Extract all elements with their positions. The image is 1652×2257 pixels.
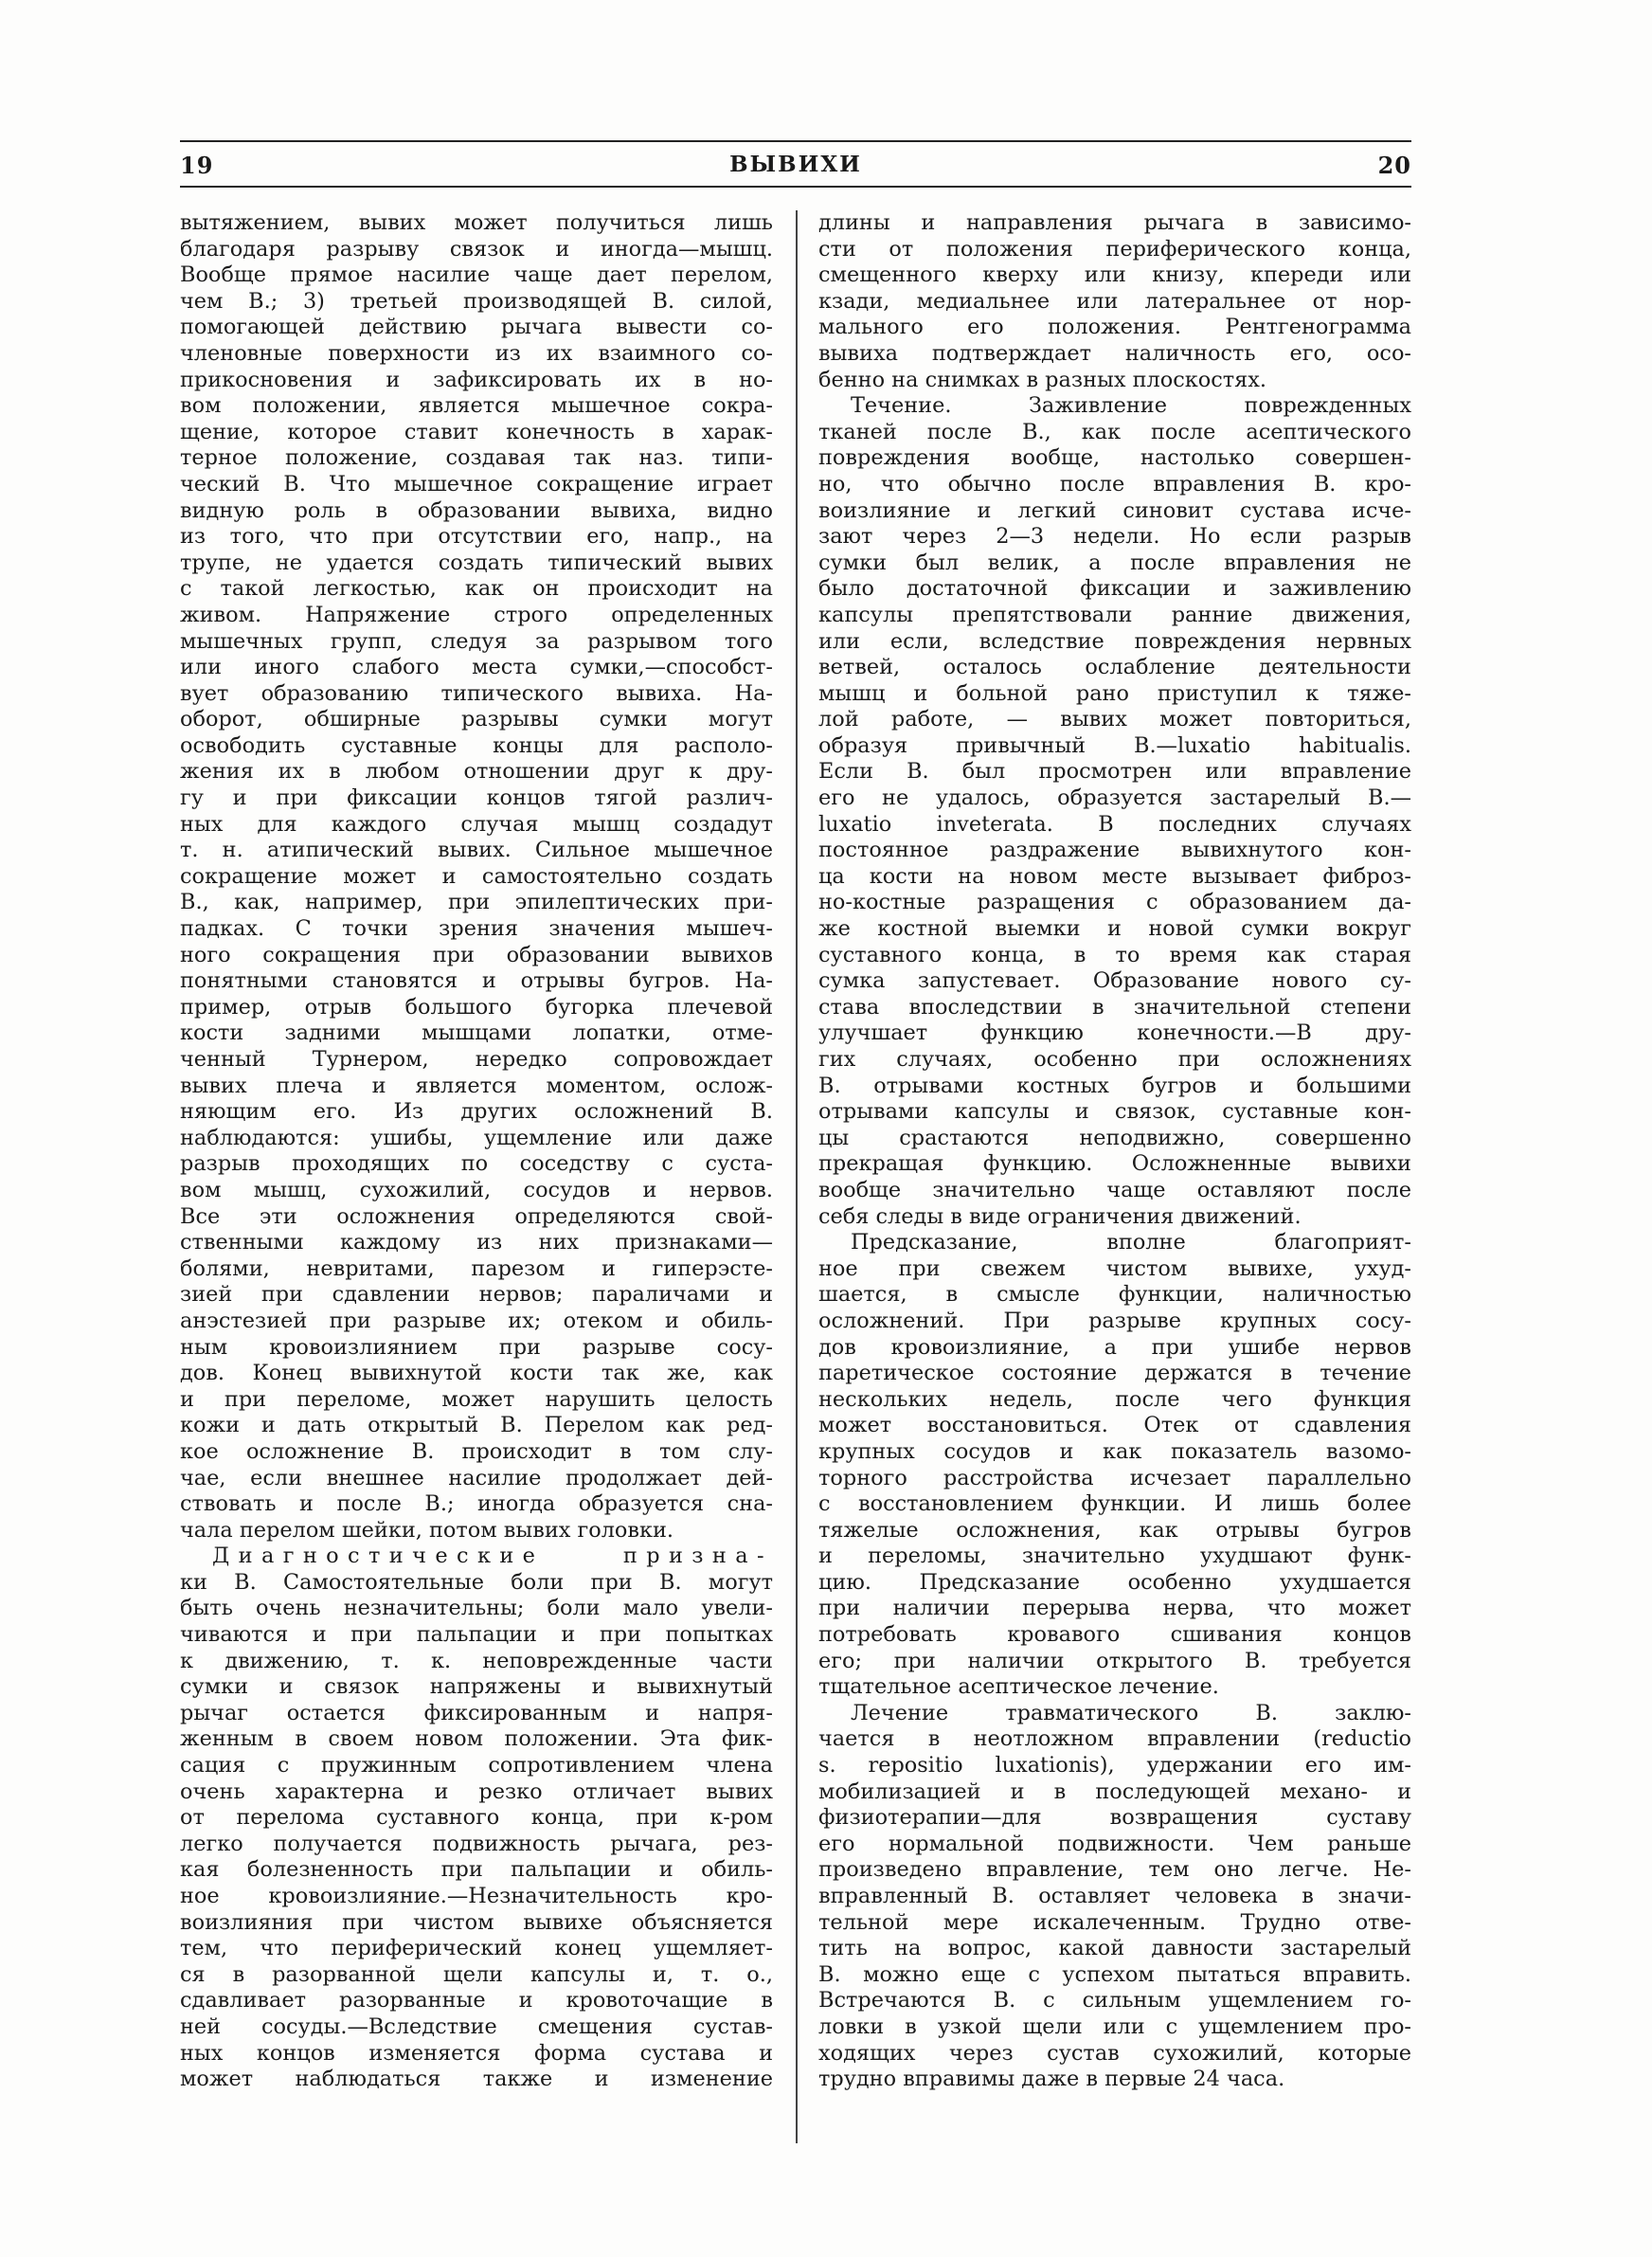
text-line: отрывами капсулы и связок, суставные кон- — [818, 1099, 1411, 1125]
page-number-left: 19 — [180, 152, 214, 179]
text-line: от перелома суставного конца, при к-ром — [180, 1805, 773, 1831]
text-line: и при переломе, может нарушить целость — [180, 1386, 773, 1412]
text-line: тем, что периферический конец ущемляет- — [180, 1936, 773, 1961]
text-line: но-костные разращения с образованием да- — [818, 890, 1411, 915]
text-line: вом положении, является мышечное сокра- — [180, 393, 773, 419]
text-line: воизлияние и легкий синовит сустава исче- — [818, 497, 1411, 523]
text-line: ствовать и после В.; иногда образуется сна- — [180, 1491, 773, 1517]
text-line: улучшает функцию конечности.—В дру- — [818, 1020, 1411, 1046]
text-line: Все эти осложнения определяются свой- — [180, 1203, 773, 1229]
text-line: членовные поверхности из их взаимного со- — [180, 340, 773, 366]
text-line: сдавливает разорванные и кровоточащие в — [180, 1988, 773, 2013]
text-line: зией при сдавлении нервов; параличами и — [180, 1282, 773, 1308]
text-line: кое осложнение В. происходит в том слу- — [180, 1438, 773, 1464]
text-line: вом мышц, сухожилий, сосудов и нервов. — [180, 1177, 773, 1202]
text-line: лой работе, — вывих может повториться, — [818, 707, 1411, 732]
text-line: чиваются и при пальпации и при попытках — [180, 1622, 773, 1648]
text-line: гих случаях, особенно при осложнениях — [818, 1047, 1411, 1072]
text-line: ся в разорванной щели капсулы и, т. о., — [180, 1961, 773, 1987]
text-line: бенно на снимках в разных плоскостях. — [818, 367, 1267, 392]
text-line: же костной выемки и новой сумки вокруг — [818, 916, 1411, 942]
text-line: дов. Конец вывихнутой кости так же, как — [180, 1361, 773, 1386]
text-line: понятными становятся и отрывы бугров. На- — [180, 968, 773, 994]
column-divider — [796, 210, 798, 2143]
text-line: капсулы препятствовали ранние движения, — [818, 602, 1411, 627]
text-line: произведено вправление, тем оно легче. Не- — [818, 1857, 1411, 1883]
text-line: наблюдаются: ушибы, ущемление или даже — [180, 1125, 773, 1150]
text-line: luxatio inveterata. В последних случаях — [818, 811, 1411, 837]
text-line: разрыв проходящих по соседству с суста- — [180, 1151, 773, 1177]
text-line: физиотерапии—для возвращения суставу — [818, 1805, 1411, 1831]
text-line: ным кровоизлиянием при разрыве сосу- — [180, 1334, 773, 1360]
text-line: т. н. атипический вывих. Сильное мышечное — [180, 838, 773, 863]
text-line: может восстановиться. Отек от сдавления — [818, 1413, 1411, 1438]
text-line: тить на вопрос, какой давности застарелый — [818, 1936, 1411, 1961]
text-line: s. repositio luxationis), удержании его им- — [818, 1753, 1411, 1779]
page-header — [180, 150, 1411, 182]
text-line: при наличии перерыва нерва, что может — [818, 1596, 1411, 1621]
text-line: нескольких недель, после чего функция — [818, 1386, 1411, 1412]
text-line: ца кости на новом месте вызывает фиброз- — [818, 863, 1411, 889]
text-line: ное кровоизлияние.—Незначительность кро- — [180, 1884, 773, 1908]
text-line: прекращая функцию. Осложненные вывихи — [818, 1151, 1411, 1177]
text-line: воизлияния при чистом вывихе объясняется — [180, 1909, 773, 1935]
header-bottom-rule — [180, 186, 1411, 188]
text-line: но, что обычно после вправления В. кро- — [818, 471, 1411, 497]
text-line: става впоследствии в значительной степени — [818, 994, 1411, 1020]
text-line: вует образованию типического вывиха. На- — [180, 680, 773, 706]
text-line: ней сосуды.—Вследствие смещения сустав- — [180, 2013, 773, 2039]
text-line: Если В. был просмотрен или вправление — [818, 759, 1411, 785]
text-line: осложнений. При разрыве крупных сосу- — [818, 1308, 1411, 1333]
text-line: ного сокращения при образовании вывихов — [180, 942, 773, 967]
text-line: очень характерна и резко отличает вывих — [180, 1779, 773, 1804]
text-line: Встречаются В. с сильным ущемлением го- — [818, 1988, 1411, 2013]
text-line: тканей после В., как после асептического — [818, 419, 1411, 444]
text-line: тельной мере искалеченным. Трудно отве- — [818, 1909, 1411, 1935]
text-line: мобилизацией и в последующей механо- и — [818, 1779, 1411, 1804]
text-line: к движению, т. к. неповрежденные части — [180, 1648, 773, 1673]
text-line: тщательное асептическое лечение. — [818, 1674, 1219, 1700]
text-line: постоянное раздражение вывихнутого кон- — [818, 838, 1411, 863]
running-title: ВЫВИХИ — [729, 152, 862, 177]
text-line: пример, отрыв большого бугорка плечевой — [180, 994, 773, 1020]
text-line: кая болезненность при пальпации и обиль- — [180, 1857, 773, 1883]
text-line: повреждения вообще, настолько совершен- — [818, 445, 1411, 471]
text-line: было достаточной фиксации и заживлению — [818, 576, 1411, 602]
text-line: торного расстройства исчезает параллельно — [818, 1465, 1411, 1490]
text-line: сумка запустевает. Образование нового су- — [818, 968, 1411, 994]
text-line: В. отрывами костных бугров и большими — [818, 1073, 1411, 1098]
text-line: ходящих через сустав сухожилий, которые — [818, 2040, 1411, 2066]
text-line: сумки и связок напряжены и вывихнутый — [180, 1674, 773, 1700]
text-line: чала перелом шейки, потом вывих головки. — [180, 1517, 674, 1543]
text-line: вывиха подтверждает наличность его, осо- — [818, 340, 1411, 366]
text-line: быть очень незначительны; боли мало увели- — [180, 1596, 773, 1621]
text-line: живом. Напряжение строго определенных — [180, 602, 773, 627]
text-line: ченный Турнером, нередко сопровождает — [180, 1047, 773, 1072]
text-line: или если, вследствие повреждения нервных — [818, 628, 1411, 654]
text-line: его нормальной подвижности. Чем раньше — [818, 1831, 1411, 1856]
text-line: ловки в узкой щели или с ущемлением про- — [818, 2013, 1411, 2039]
text-line: мышечных групп, следуя за разрывом того — [180, 628, 773, 654]
text-line: ных концов изменяется форма сустава и — [180, 2040, 773, 2066]
text-line: суставного конца, в то время как старая — [818, 942, 1411, 967]
text-line: себя следы в виде ограничения движений. — [818, 1203, 1302, 1229]
text-line: анэстезией при разрыве их; отеком и обиль- — [180, 1308, 773, 1333]
text-line: цию. Предсказание особенно ухудшается — [818, 1569, 1411, 1595]
text-line: Диагностические призна- — [212, 1544, 773, 1569]
text-line: может наблюдаться также и изменение — [180, 2067, 773, 2092]
text-line: сти от положения периферического конца, — [818, 236, 1411, 262]
text-line: ных для каждого случая мышц создадут — [180, 811, 773, 837]
text-line: В., как, например, при эпилептических при- — [180, 890, 773, 915]
text-line: видную роль в образовании вывиха, видно — [180, 497, 773, 523]
text-line: кзади, медиальнее или латеральнее от нор- — [818, 288, 1411, 314]
text-line: легко получается подвижность рычага, рез- — [180, 1831, 773, 1856]
text-line: зают через 2—3 недели. Но если разрыв — [818, 524, 1411, 550]
text-line: гу и при фиксации концов тягой различ- — [180, 785, 773, 811]
text-line: В. можно еще с успехом пытаться вправить. — [818, 1961, 1411, 1987]
text-line: терное положение, создавая так наз. типи- — [180, 445, 773, 471]
text-line: длины и направления рычага в зависимо- — [818, 210, 1411, 235]
text-line: ветвей, осталось ослабление деятельности — [818, 655, 1411, 680]
text-line: болями, невритами, парезом и гиперэсте- — [180, 1255, 773, 1281]
text-line: вытяжением, вывих может получиться лишь — [180, 210, 773, 235]
text-line: чем В.; 3) третьей производящей В. силой, — [180, 288, 773, 314]
text-line: и переломы, значительно ухудшают функ- — [818, 1544, 1411, 1569]
text-line: Лечение травматического В. заклю- — [851, 1700, 1411, 1725]
text-line: вообще значительно чаще оставляют после — [818, 1177, 1411, 1202]
text-line: Течение. Заживление поврежденных — [851, 393, 1411, 419]
page-number-right: 20 — [1377, 152, 1411, 179]
text-line: женным в своем новом положении. Эта фик- — [180, 1726, 773, 1752]
text-line: ки В. Самостоятельные боли при В. могут — [180, 1569, 773, 1595]
text-line: потребовать кровавого сшивания концов — [818, 1622, 1411, 1648]
text-columns — [180, 210, 1411, 2143]
text-line: из того, что при отсутствии его, напр., на — [180, 524, 773, 550]
text-line: мышц и больной рано приступил к тяже- — [818, 680, 1411, 706]
text-line: кости задними мышцами лопатки, отме- — [180, 1020, 773, 1046]
text-line: няющим его. Из других осложнений В. — [180, 1099, 773, 1125]
text-line: благодаря разрыву связок и иногда—мышц. — [180, 236, 773, 262]
text-line: цы срастаются неподвижно, совершенно — [818, 1125, 1411, 1150]
text-line: кожи и дать открытый В. Перелом как ред- — [180, 1413, 773, 1438]
text-line: мального его положения. Рентгенограмма — [818, 315, 1411, 340]
text-line: помогающей действию рычага вывести со- — [180, 315, 773, 340]
text-line: Предсказание, вполне благоприят- — [851, 1230, 1411, 1255]
text-line: щение, которое ставит конечность в харак- — [180, 419, 773, 444]
text-line: дов кровоизлияние, а при ушибе нервов — [818, 1334, 1411, 1360]
text-line: его; при наличии открытого В. требуется — [818, 1648, 1411, 1673]
text-line: смещенного кверху или книзу, кпереди или — [818, 262, 1411, 288]
header-top-rule — [180, 140, 1411, 142]
text-line: Вообще прямое насилие чаще дает перелом, — [180, 262, 773, 288]
text-line: или иного слабого места сумки,—способст- — [180, 655, 773, 680]
text-line: вывих плеча и является моментом, ослож- — [180, 1073, 773, 1098]
text-line: паретическое состояние держатся в течение — [818, 1361, 1411, 1386]
text-line: шается, в смысле функции, наличностью — [818, 1282, 1411, 1308]
text-line: рычаг остается фиксированным и напря- — [180, 1700, 773, 1725]
right-column — [818, 210, 1411, 2143]
text-line: крупных сосудов и как показатель вазомо- — [818, 1438, 1411, 1464]
text-line: вправленный В. оставляет человека в значи- — [818, 1884, 1411, 1908]
text-line: его не удалось, образуется застарелый В.— — [818, 785, 1411, 811]
text-line: ное при свежем чистом вывихе, ухуд- — [818, 1255, 1411, 1281]
text-line: чае, если внешнее насилие продолжает дей- — [180, 1465, 773, 1490]
left-column — [180, 210, 773, 2143]
text-line: сокращение может и самостоятельно создать — [180, 863, 773, 889]
text-line: сумки был велик, а после вправления не — [818, 550, 1411, 575]
text-line: трудно вправимы даже в первые 24 часа. — [818, 2067, 1285, 2092]
text-line: прикосновения и зафиксировать их в но- — [180, 367, 773, 392]
text-line: ческий В. Что мышечное сокращение играет — [180, 471, 773, 497]
text-line: с такой легкостью, как он происходит на — [180, 576, 773, 602]
text-line: освободить суставные концы для располо- — [180, 732, 773, 758]
text-line: ственными каждому из них признаками— — [180, 1230, 773, 1255]
text-line: трупе, не удается создать типический вывих — [180, 550, 773, 575]
text-line: образуя привычный В.—luxatio habitualis. — [818, 732, 1411, 758]
text-line: с восстановлением функции. И лишь более — [818, 1491, 1411, 1517]
text-line: жения их в любом отношении друг к дру- — [180, 759, 773, 785]
text-line: тяжелые осложнения, как отрывы бугров — [818, 1517, 1411, 1543]
text-line: чается в неотложном вправлении (reductio — [818, 1726, 1411, 1752]
text-line: падках. С точки зрения значения мышеч- — [180, 916, 773, 942]
text-line: оборот, обширные разрывы сумки могут — [180, 707, 773, 732]
text-line: сация с пружинным сопротивлением члена — [180, 1753, 773, 1779]
